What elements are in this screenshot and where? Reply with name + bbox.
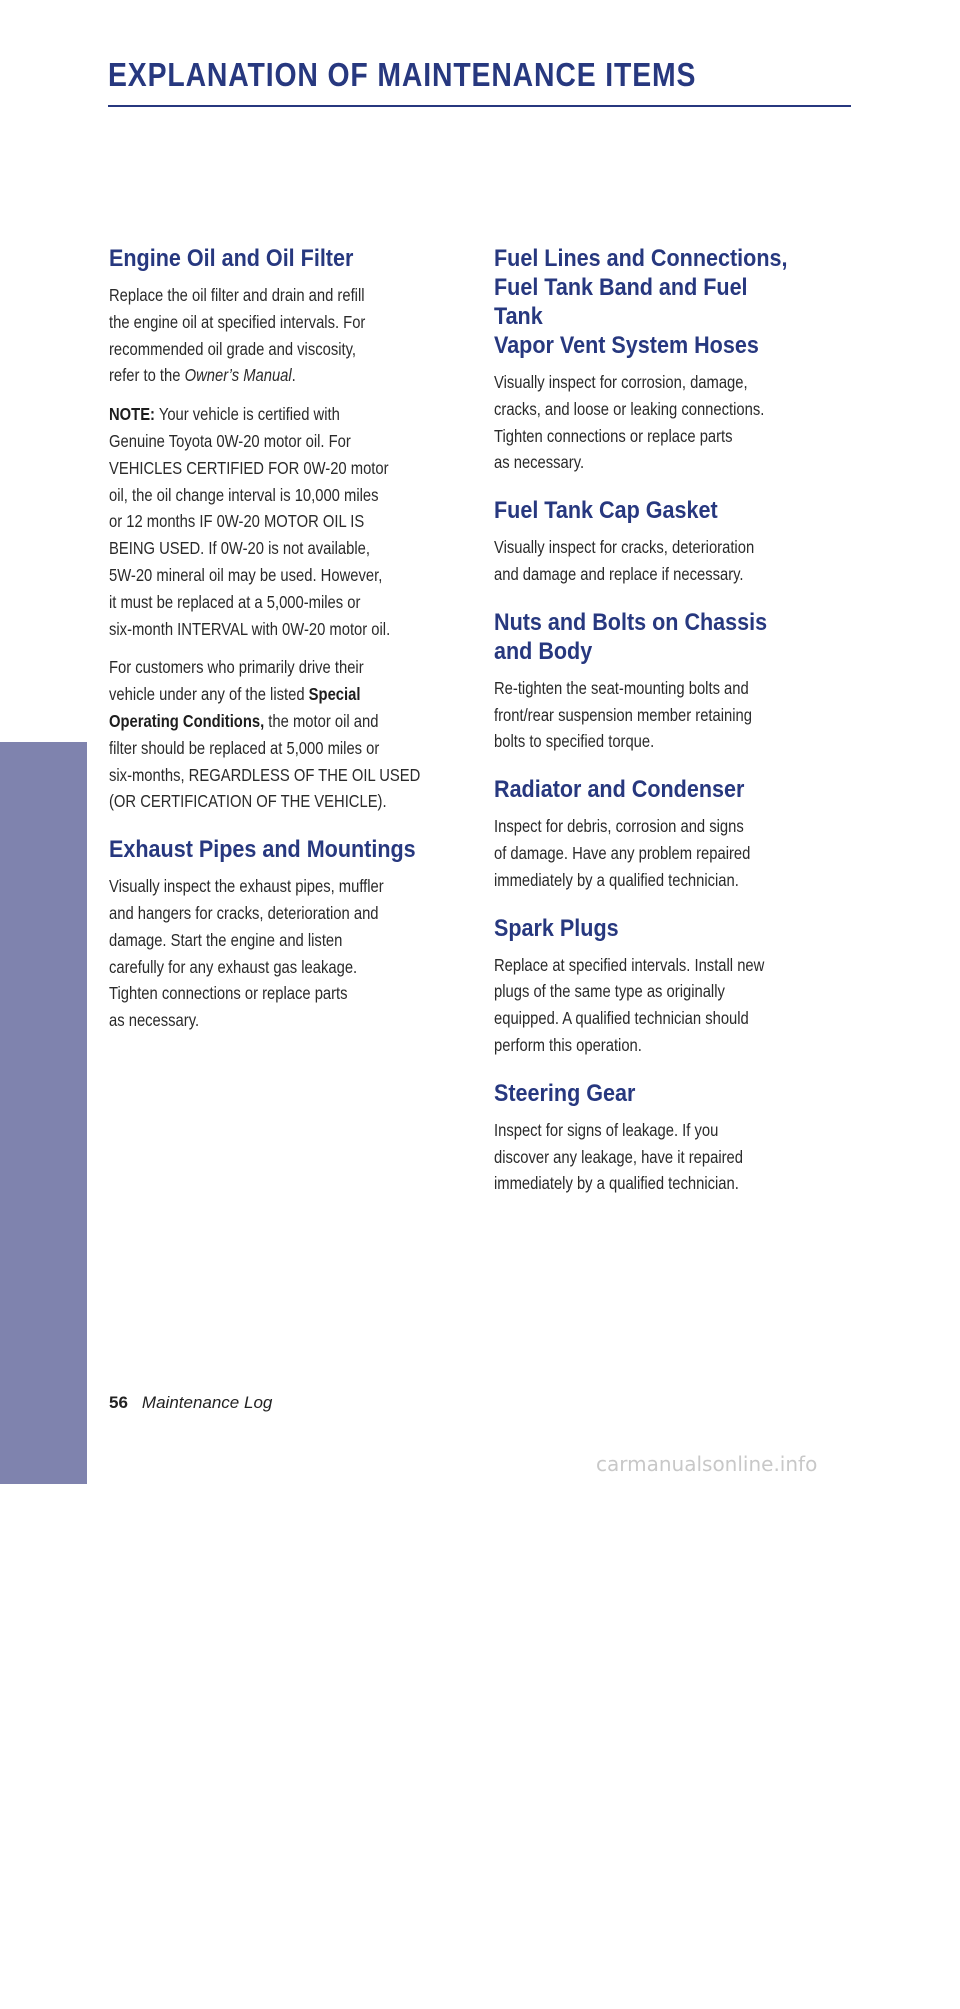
- section-heading: Fuel Lines and Connections, Fuel Tank Band and Fuel Tank Vapor Vent System Hoses: [494, 245, 788, 359]
- special-conditions-term: Special Operating Conditions,: [109, 684, 361, 731]
- side-tab-label: MAINTENANCE: [23, 1695, 62, 2009]
- side-tab: [0, 742, 87, 2009]
- section-steering: [494, 1079, 844, 1197]
- section-paragraph: Re-tighten the seat-mounting bolts and front/rear suspension member retaining bolts to specified torque.: [494, 677, 752, 752]
- section-nuts-bolts: [494, 608, 844, 755]
- section-paragraph: Visually inspect for corrosion, damage, cracks, and loose or leaking connections. Tighten connections or replace parts as necessary.: [494, 372, 765, 473]
- page-footer: [109, 1393, 272, 1413]
- watermark: carmanualsonline.info: [596, 1452, 818, 1476]
- section-heading: Steering Gear: [494, 1079, 636, 1107]
- section-paragraph: Visually inspect for cracks, deterioration and damage and replace if necessary.: [494, 537, 755, 584]
- note-paragraph: NOTE: Your vehicle is certified with Genuine Toyota 0W-20 motor oil. For VEHICLES CERTIFIED FOR 0W-20 motor oil, the oil change interval is 10,000 miles or 12 months IF 0W-20 MOTOR OIL IS BEING USED. If 0W-20 is not available, 5W-20 mineral oil may be used. However, it must be replaced at a 5,000-miles or six-month INTERVAL with 0W-20 motor oil.: [109, 404, 391, 639]
- section-exhaust: [109, 835, 469, 1034]
- section-fuel-lines: [494, 244, 844, 476]
- page-title: EXPLANATION OF MAINTENANCE ITEMS: [108, 56, 697, 93]
- section-heading: Exhaust Pipes and Mountings: [109, 836, 416, 864]
- section-paragraph: Inspect for signs of leakage. If you discover any leakage, have it repaired immediately by a qualified technician.: [494, 1119, 743, 1194]
- section-spark-plugs: [494, 914, 844, 1059]
- section-heading: Fuel Tank Cap Gasket: [494, 497, 718, 525]
- section-radiator: [494, 775, 844, 893]
- section-heading: Radiator and Condenser: [494, 776, 745, 804]
- section-paragraph: Inspect for debris, corrosion and signs of damage. Have any problem repaired immediately by a qualified technician.: [494, 816, 751, 890]
- section-fuel-cap: [494, 496, 844, 588]
- footer-label: Maintenance Log: [141, 1393, 273, 1412]
- title-divider: [108, 105, 851, 107]
- section-heading: Engine Oil and Oil Filter: [109, 245, 354, 272]
- section-engine-oil: [109, 244, 469, 815]
- note-label: NOTE:: [109, 404, 155, 425]
- page-number: 56: [109, 1393, 128, 1412]
- section-paragraph: Replace at specified intervals. Install new plugs of the same type as originally equipped. A qualified technician should perform this operation.: [494, 954, 765, 1055]
- right-column: [494, 244, 844, 1217]
- manual-reference: Owner’s Manual: [184, 365, 292, 386]
- section-paragraph: Replace the oil filter and drain and refill the engine oil at specified intervals. For recommended oil grade and viscosity, refer to the Owner’s Manual.: [109, 285, 366, 386]
- section-paragraph: For customers who primarily drive their vehicle under any of the listed Special Operating Conditions, the motor oil and filter should be replaced at 5,000 miles or six-months, REGARDLESS OF THE OIL USED (OR CERTIFICATION OF THE VEHICLE).: [109, 657, 421, 812]
- section-paragraph: Visually inspect the exhaust pipes, muffler and hangers for cracks, deterioration and damage. Start the engine and listen carefully for any exhaust gas leakage. Tighten connections or replace parts as necessary.: [109, 876, 384, 1031]
- section-heading: Spark Plugs: [494, 914, 619, 942]
- left-column: [109, 244, 469, 1054]
- section-heading: Nuts and Bolts on Chassis and Body: [494, 608, 768, 665]
